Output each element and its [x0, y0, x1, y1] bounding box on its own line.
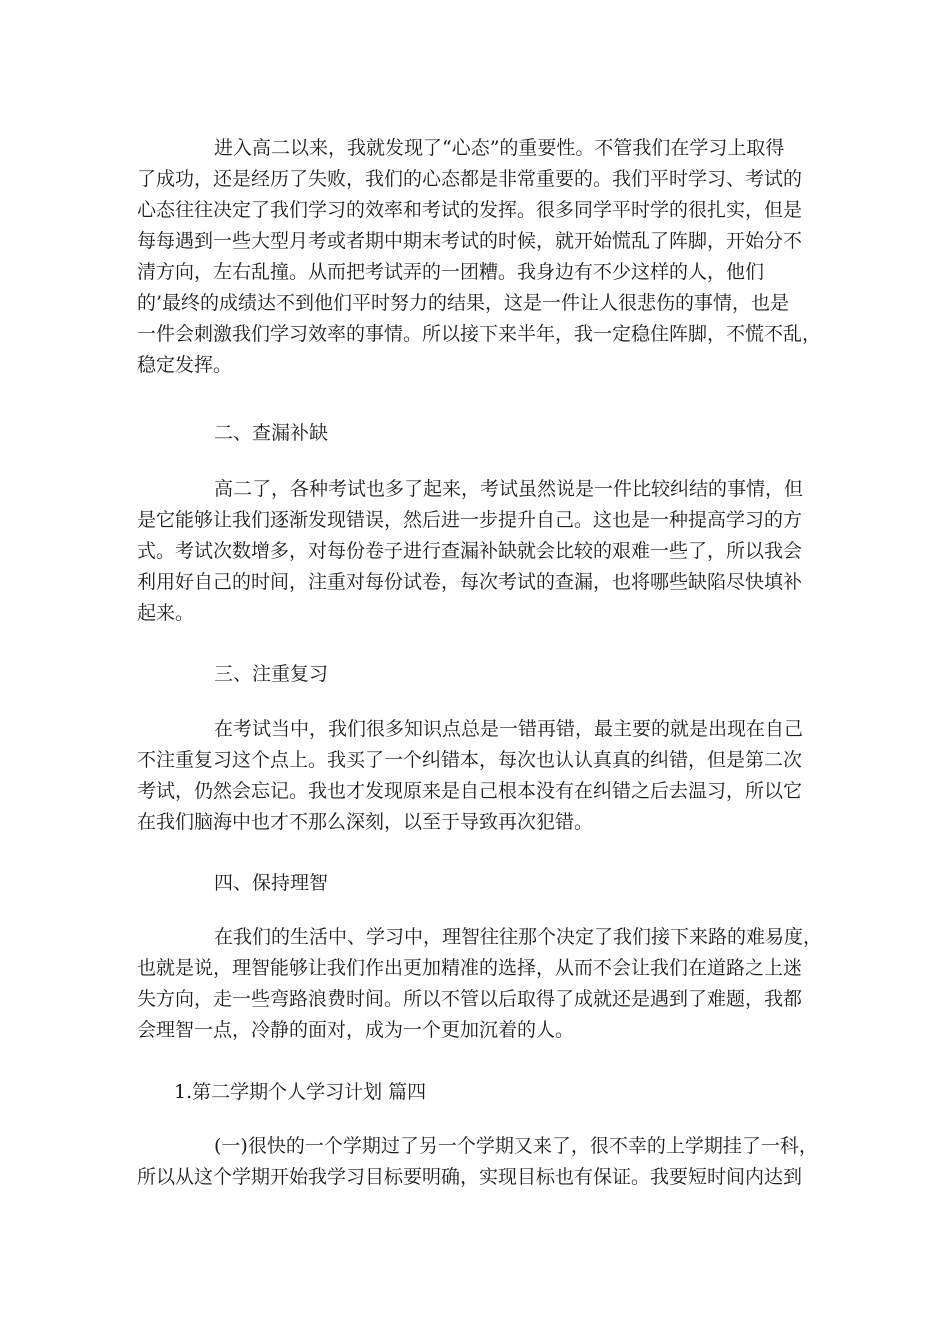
- paragraph-line: 不注重复习这个点上。我买了一个纠错本，每次也认认真真的纠错，但是第二次: [137, 749, 803, 771]
- paragraph-line: 利用好自己的时间，注重对每份试卷，每次考试的查漏，也将哪些缺陷尽快填补: [137, 571, 803, 593]
- paragraph-line: 在考试当中，我们很多知识点总是一错再错，最主要的就是出现在自己: [214, 718, 804, 740]
- section-heading: 三、注重复习: [214, 663, 329, 685]
- paragraph-line: 也就是说，理智能够让我们作出更加精准的选择，从而不会让我们在道路之上迷: [137, 957, 803, 979]
- paragraph-line: 每每遇到一些大型月考或者期中期末考试的时候，就开始慌乱了阵脚，开始分不: [137, 230, 803, 252]
- section-heading: 四、保持理智: [214, 872, 329, 894]
- paragraph-line: 清方向，左右乱撞。从而把考试弄的一团糟。我身边有不少这样的人，他们: [137, 261, 765, 283]
- paragraph-line: 在我们的生活中、学习中，理智往往那个决定了我们接下来路的难易度，: [214, 926, 823, 948]
- paragraph-line: 所以从这个学期开始我学习目标要明确，实现目标也有保证。我要短时间内达到: [137, 1166, 803, 1188]
- section-heading: 二、查漏补缺: [214, 422, 329, 444]
- paragraph-line: 稳定发挥。: [137, 354, 233, 376]
- paragraph-line: 的’最终的成绩达不到他们平时努力的结果，这是一件让人很悲伤的事情，也是: [137, 292, 790, 314]
- paragraph-line: 在我们脑海中也才不那么深刻，以至于导致再次犯错。: [137, 811, 594, 833]
- paragraph-line: 了成功，还是经历了失败，我们的心态都是非常重要的。我们平时学习、考试的: [137, 168, 803, 190]
- paragraph-line: 一件会刺激我们学习效率的事情。所以接下来半年，我一定稳住阵脚，不慌不乱，: [137, 323, 822, 345]
- paragraph-line: 心态往往决定了我们学习的效率和考试的发挥。很多同学平时学的很扎实，但是: [137, 199, 803, 221]
- paragraph-line: 起来。: [137, 602, 195, 624]
- paragraph-line: 是它能够让我们逐渐发现错误，然后进一步提升自己。这也是一种提高学习的方: [137, 509, 803, 531]
- section-heading: 1.第二学期个人学习计划 篇四: [174, 1081, 427, 1103]
- paragraph-line: 失方向，走一些弯路浪费时间。所以不管以后取得了成就还是遇到了难题，我都: [137, 988, 803, 1010]
- paragraph-line: 会理智一点，冷静的面对，成为一个更加沉着的人。: [137, 1019, 575, 1041]
- paragraph-line: (一)很快的一个学期过了另一个学期又来了，很不幸的上学期挂了一科，: [214, 1135, 818, 1157]
- paragraph-line: 考试，仍然会忘记。我也才发现原来是自己根本没有在纠错之后去温习，所以它: [137, 780, 803, 802]
- paragraph-line: 高二了，各种考试也多了起来，考试虽然说是一件比较纠结的事情，但: [214, 478, 804, 500]
- paragraph-line: 式。考试次数增多，对每份卷子进行查漏补缺就会比较的艰难一些了，所以我会: [137, 540, 803, 562]
- paragraph-line: 进入高二以来，我就发现了“心态”的重要性。不管我们在学习上取得: [214, 137, 785, 159]
